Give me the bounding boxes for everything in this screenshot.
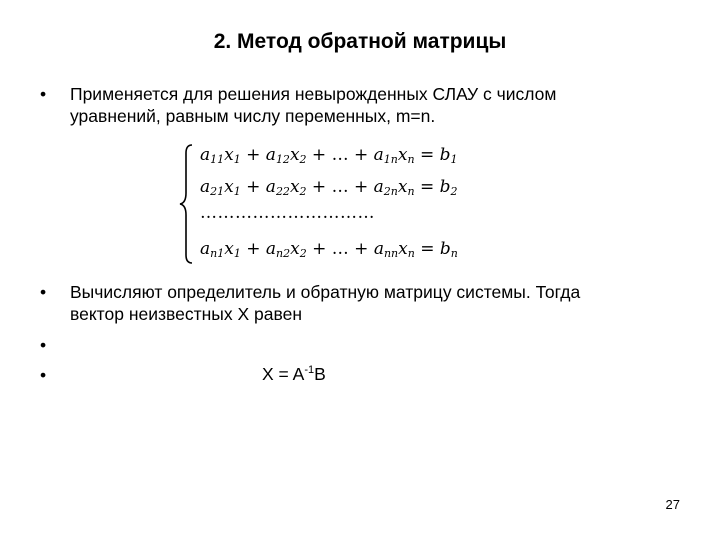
bullet-symbol: • — [40, 282, 47, 302]
bullet-2-line-1: Вычисляют определитель и обратную матрицу системы. Тогда — [70, 282, 581, 302]
bullet-1-line-2: уравнений, равным числу переменных, m=n. — [70, 106, 436, 126]
left-brace — [176, 141, 196, 267]
slide-title: 2. Метод обратной матрицы — [213, 30, 507, 53]
formula-lhs: X = A — [262, 364, 305, 384]
formula-exponent: -1 — [304, 364, 315, 376]
equation-row-dots: ………………………… — [200, 203, 375, 223]
bullet-text-2 — [70, 281, 670, 325]
equation-row-2: $a_{21}x_1 + a_{22}x_2$ + … + $a_{2n}x_n = b_2$ — [200, 177, 458, 198]
page-number: 27 — [665, 497, 680, 512]
equation-system — [176, 141, 516, 267]
inverse-matrix-formula — [262, 364, 326, 385]
bullet-symbol: • — [40, 335, 47, 355]
equation-row-1: $a_{11}x_1 + a_{12}x_2$ + … + $a_{1n}x_n = b_1$ — [200, 145, 458, 166]
bullet-symbol: • — [40, 84, 47, 104]
formula-rhs: B — [314, 364, 326, 384]
bullet-text-1 — [70, 83, 670, 127]
bullet-symbol: • — [40, 365, 47, 385]
bullet-2-line-2: вектор неизвестных Х равен — [70, 304, 302, 324]
equation-row-n: $a_{n1}x_1 + a_{n2}x_2$ + … + $a_{nn}x_n = b_n$ — [200, 239, 458, 260]
bullet-1-line-1: Применяется для решения невырожденных СЛАУ с числом — [70, 84, 557, 104]
